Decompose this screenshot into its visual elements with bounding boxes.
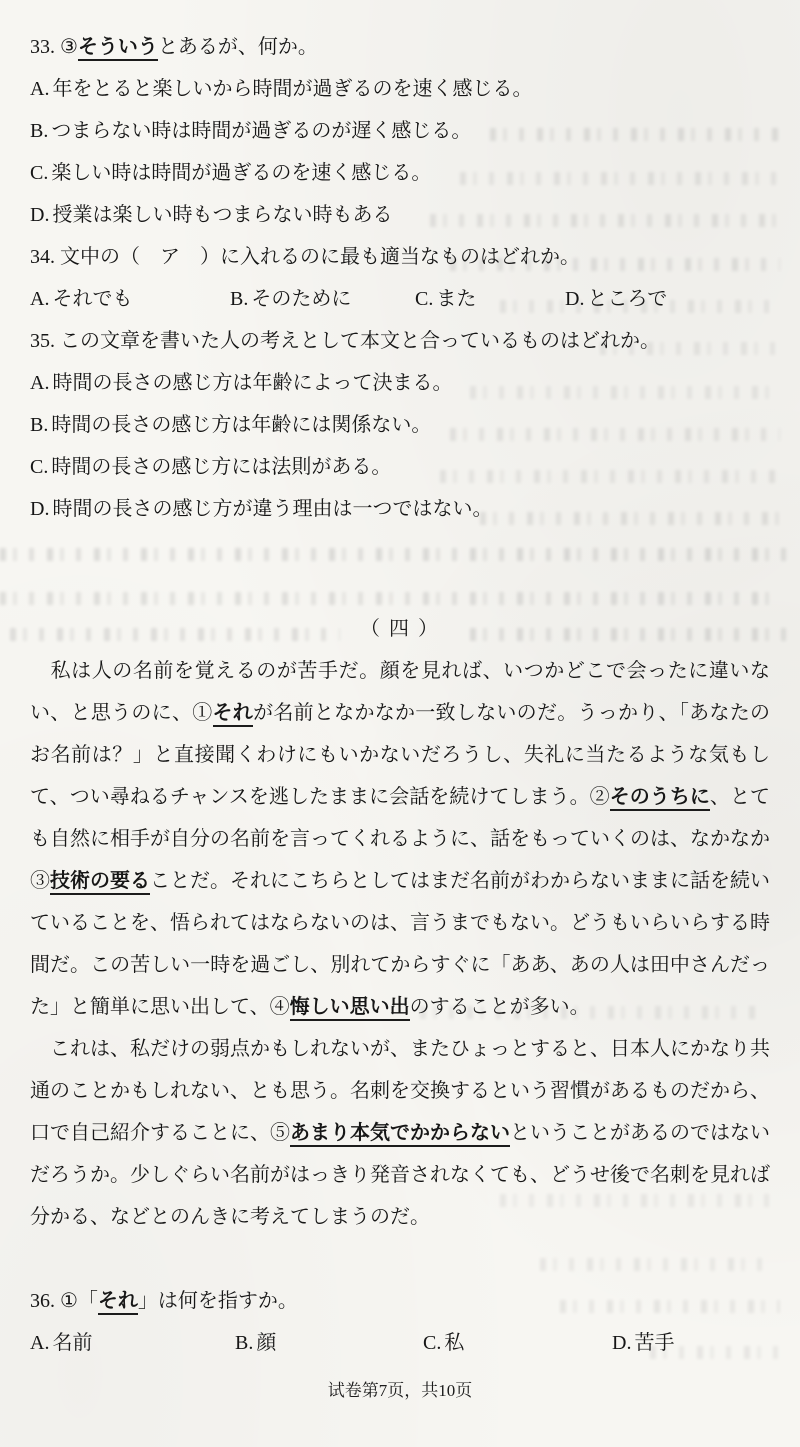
reading-passage <box>30 650 770 1238</box>
question-33-underlined-term: そういう <box>78 36 158 61</box>
option-text: 苦手 <box>634 1332 675 1354</box>
option-label: A. <box>30 288 50 310</box>
question-34-title <box>30 236 770 278</box>
question-36-option-c <box>423 1322 464 1364</box>
passage-text: ことだ。それにこちらとしてはまだ名前がわからないままに話を続いていることを、悟られてはならないのは、言うまでもない。どうもいらいらする時間だ。この苦しい一時を過ごし、別れてからすぐに「ああ、あの人は田中さんだった」と簡単に思い出して、④ <box>30 870 770 1018</box>
option-label: B. <box>30 414 49 436</box>
option-label: C. <box>30 162 49 184</box>
passage-paragraph-1 <box>30 650 770 1028</box>
question-34-options-row <box>30 278 770 320</box>
passage-text: が名前となかなか一致しないのだ。うっかり、「あなたのお名前は？」と直接聞くわけにもいかないだろうし、失礼に当たるような気もして、つい尋ねるチャンスを逃したままに会話を続けてしまう。② <box>30 702 771 808</box>
question-36-option-b <box>235 1322 276 1364</box>
option-label: D. <box>565 288 585 310</box>
option-text: 顔 <box>256 1332 277 1354</box>
question-34-option-c <box>415 278 476 320</box>
underlined-term-5: あまり本気でかからない <box>290 1122 510 1147</box>
question-34-option-a <box>30 278 132 320</box>
passage-text: これは、私だけの弱点かもしれないが、またひょっとすると、日本人にかなり共通のことかもしれない、とも思う。名刺を交換するという習慣があるものだから、口で自己紹介することに、⑤ <box>30 1038 770 1144</box>
underlined-term-4: 悔しい思い出 <box>290 996 410 1021</box>
option-label: D. <box>30 498 50 520</box>
question-34 <box>30 236 770 320</box>
question-36 <box>30 1280 770 1364</box>
option-text: そのために <box>251 288 352 310</box>
question-35-title <box>30 320 770 362</box>
question-35-title-text: 35. この文章を書いた人の考えとして本文と合っているものはどれか。 <box>30 330 660 352</box>
option-text: それでも <box>52 288 133 310</box>
option-text: ところで <box>587 288 668 310</box>
question-33-title-post: とあるが、何か。 <box>157 36 318 58</box>
passage-paragraph-2 <box>30 1028 770 1238</box>
option-label: C. <box>415 288 434 310</box>
question-36-option-d <box>612 1322 674 1364</box>
option-label: B. <box>30 120 49 142</box>
question-35-option-c <box>30 446 770 488</box>
passage-text: ということがあるのではないだろうか。少しぐらい名前がはっきり発音されなくても、どうせ後で名刺を見れば分かる、などとのんきに考えてしまうのだ。 <box>30 1122 770 1228</box>
question-33-option-d <box>30 194 770 236</box>
underlined-term-1: それ <box>213 702 254 727</box>
question-36-title <box>30 1280 770 1322</box>
option-label: A. <box>30 78 50 100</box>
option-text: 私 <box>444 1332 465 1354</box>
question-35-option-d <box>30 488 770 530</box>
question-33-title-pre: 33. ③ <box>30 36 78 58</box>
question-36-title-post: 」は何を指すか。 <box>137 1290 298 1312</box>
option-label: C. <box>30 456 49 478</box>
question-33-title <box>30 26 770 68</box>
option-label: A. <box>30 372 50 394</box>
option-label: D. <box>30 204 50 226</box>
question-35-option-b <box>30 404 770 446</box>
option-text: 時間の長さの感じ方は年齢には関係ない。 <box>51 414 432 436</box>
option-text: 年をとると楽しいから時間が過ぎるのを速く感じる。 <box>52 78 533 100</box>
option-text: 楽しい時は時間が過ぎるのを速く感じる。 <box>51 162 432 184</box>
question-35 <box>30 320 770 530</box>
option-text: また <box>436 288 477 310</box>
option-text: 時間の長さの感じ方が違う理由は一つではない。 <box>52 498 493 520</box>
underlined-term-2: そのうちに <box>610 786 710 811</box>
option-label: A. <box>30 1332 50 1354</box>
question-36-title-pre: 36. ①「 <box>30 1290 98 1312</box>
page-number-footer: 试卷第7页，共10页 <box>327 1381 473 1400</box>
question-35-option-a <box>30 362 770 404</box>
question-34-option-b <box>230 278 351 320</box>
passage-text: のすることが多い。 <box>409 996 590 1018</box>
question-36-option-a <box>30 1322 92 1364</box>
scan-bleed-zone <box>30 530 770 608</box>
question-36-underlined-term: それ <box>98 1290 138 1315</box>
option-label: B. <box>235 1332 254 1354</box>
question-34-title-text: 34. 文中の（ ア ）に入れるのに最も適当なものはどれか。 <box>30 246 580 268</box>
question-33-option-c <box>30 152 770 194</box>
question-34-option-d <box>565 278 667 320</box>
passage-text: 、とても自然に相手が自分の名前を言ってくれるように、話をもっていくのは、なかなか③ <box>30 786 771 892</box>
option-text: 名前 <box>52 1332 93 1354</box>
option-text: 時間の長さの感じ方は年齢によって決まる。 <box>52 372 453 394</box>
question-36-options-row <box>30 1322 770 1364</box>
question-33 <box>30 26 770 236</box>
bleed-through-artifact <box>540 1258 770 1271</box>
option-text: 時間の長さの感じ方には法則がある。 <box>51 456 392 478</box>
option-text: つまらない時は時間が過ぎるのが遅く感じる。 <box>51 120 472 142</box>
section-4-heading: （ 四 ） <box>360 618 440 640</box>
option-label: D. <box>612 1332 632 1354</box>
underlined-term-3: 技術の要る <box>50 870 150 895</box>
question-33-option-a <box>30 68 770 110</box>
option-label: C. <box>423 1332 442 1354</box>
question-33-option-b <box>30 110 770 152</box>
passage-text: 私は人の名前を覚えるのが苦手だ。顔を見れば、いつかどこで会ったに違いない、と思うのに、① <box>30 660 770 724</box>
option-label: B. <box>230 288 249 310</box>
option-text: 授業は楽しい時もつまらない時もある <box>52 204 393 226</box>
